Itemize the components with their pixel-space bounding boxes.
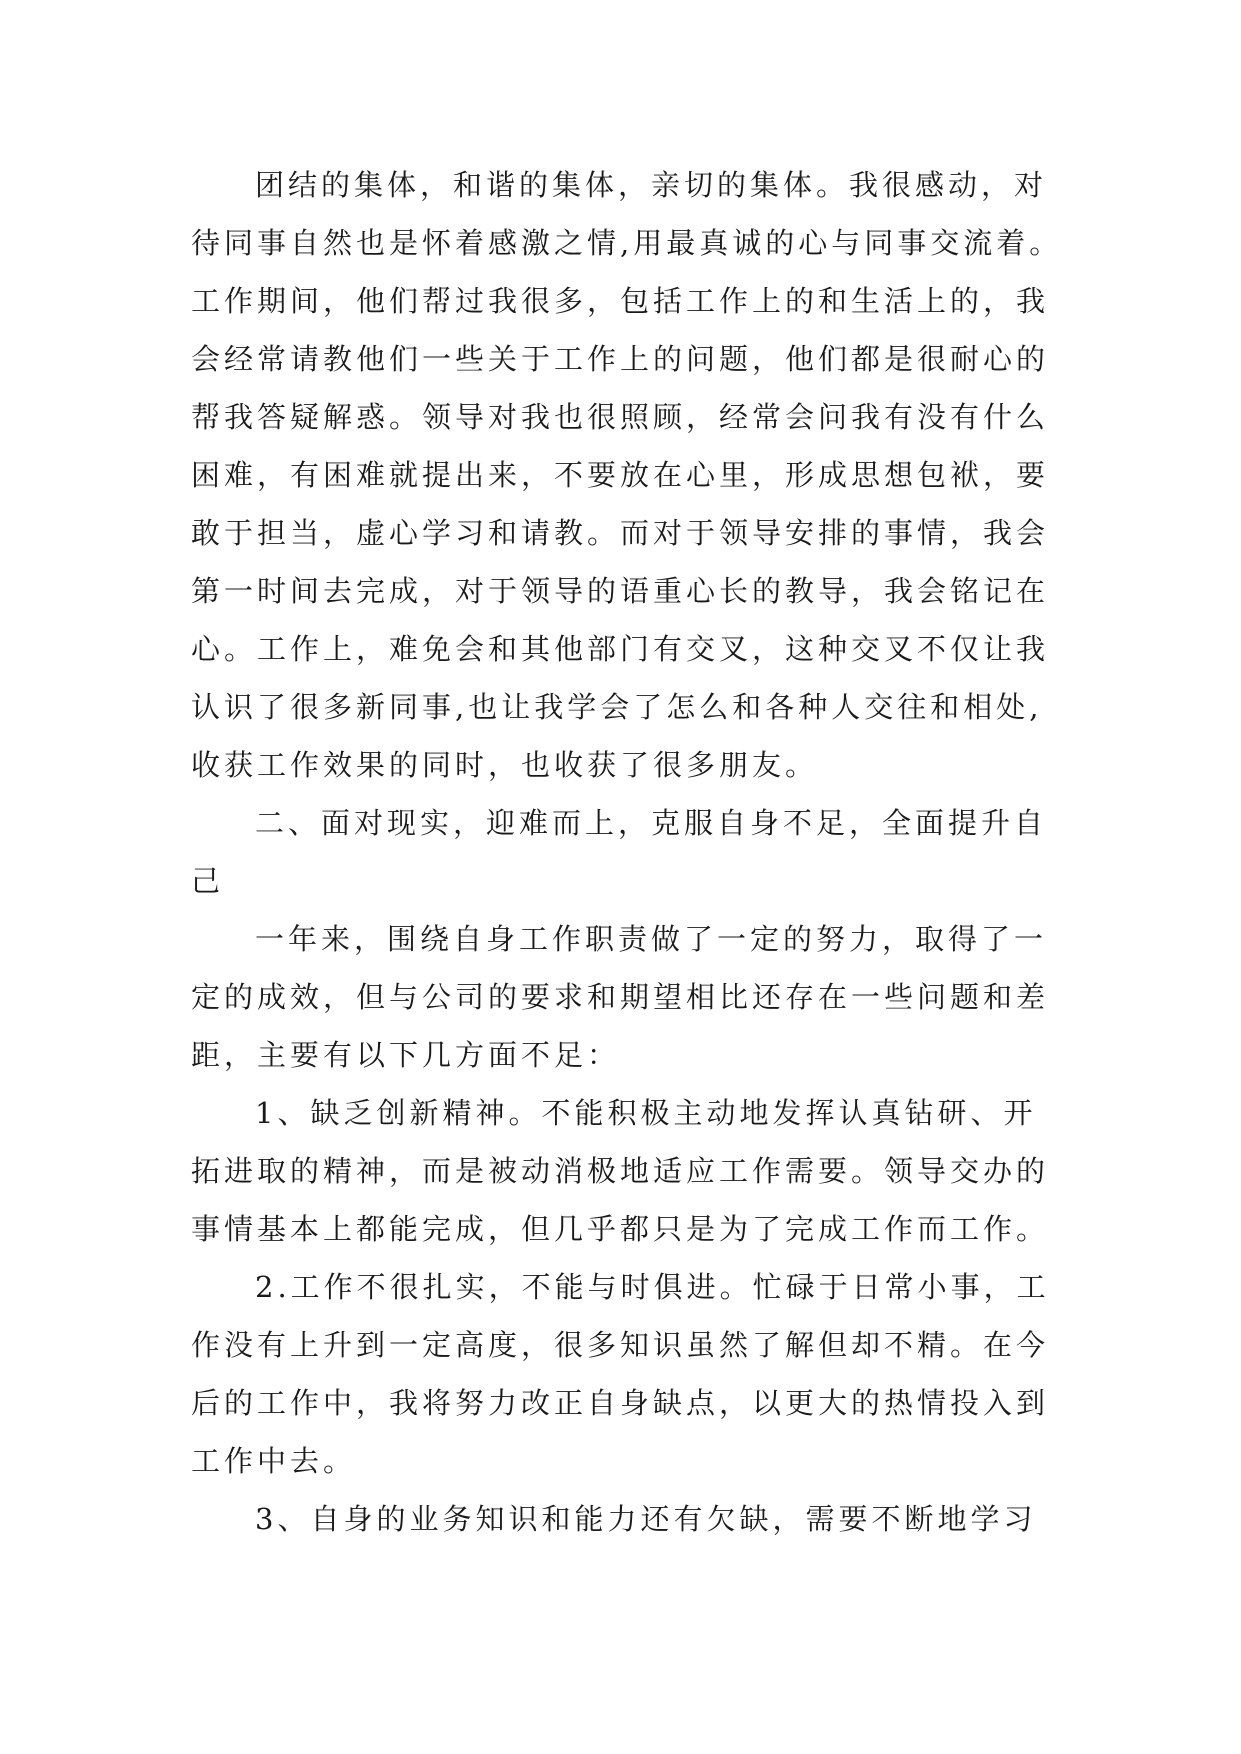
text-line: 作没有上升到一定高度，很多知识虽然了解但却不精。在今 [191,1328,1050,1362]
text-line: 工作期间，他们帮过我很多，包括工作上的和生活上的，我 [191,284,1050,318]
section-heading-continued: 己 [191,864,225,898]
list-item-3: 3、自身的业务知识和能力还有欠缺，需要不断地学习 [255,1502,1037,1536]
text-line: 心。工作上，难免会和其他部门有交叉，这种交叉不仅让我 [191,632,1050,666]
text-line: 一年来，围绕自身工作职责做了一定的努力，取得了一 [255,922,1048,956]
text-line: 定的成效，但与公司的要求和期望相比还存在一些问题和差 [191,980,1050,1014]
text-line: 距，主要有以下几方面不足： [191,1038,621,1072]
section-heading: 二、面对现实，迎难而上，克服自身不足，全面提升自 [255,806,1048,840]
text-line: 帮我答疑解惑。领导对我也很照顾，经常会问我有没有什么 [191,400,1050,434]
text-line: 团结的集体，和谐的集体，亲切的集体。我很感动，对 [255,168,1048,202]
text-line: 工作中去。 [191,1444,357,1478]
text-line: 认识了很多新同事,也让我学会了怎么和各种人交往和相处, [191,690,1043,724]
document-body [191,156,1071,1548]
text-line: 会经常请教他们一些关于工作上的问题，他们都是很耐心的 [191,342,1050,376]
text-line: 拓进取的精神，而是被动消极地适应工作需要。领导交办的 [191,1154,1050,1188]
list-item-1: 1、缺乏创新精神。不能积极主动地发挥认真钻研、开 [255,1096,1037,1130]
text-line: 敢于担当，虚心学习和请教。而对于领导安排的事情，我会 [191,516,1050,550]
text-line: 后的工作中，我将努力改正自身缺点，以更大的热情投入到 [191,1386,1050,1420]
text-line: 待同事自然也是怀着感激之情,用最真诚的心与同事交流着。 [191,226,1063,260]
text-line: 困难，有困难就提出来，不要放在心里，形成思想包袱，要 [191,458,1050,492]
text-line: 收获工作效果的同时，也收获了很多朋友。 [191,748,819,782]
text-line: 事情基本上都能完成，但几乎都只是为了完成工作而工作。 [191,1212,1050,1246]
text-line: 第一时间去完成，对于领导的语重心长的教导，我会铭记在 [191,574,1050,608]
list-item-2: 2.工作不很扎实，不能与时俱进。忙碌于日常小事，工 [255,1270,1050,1304]
